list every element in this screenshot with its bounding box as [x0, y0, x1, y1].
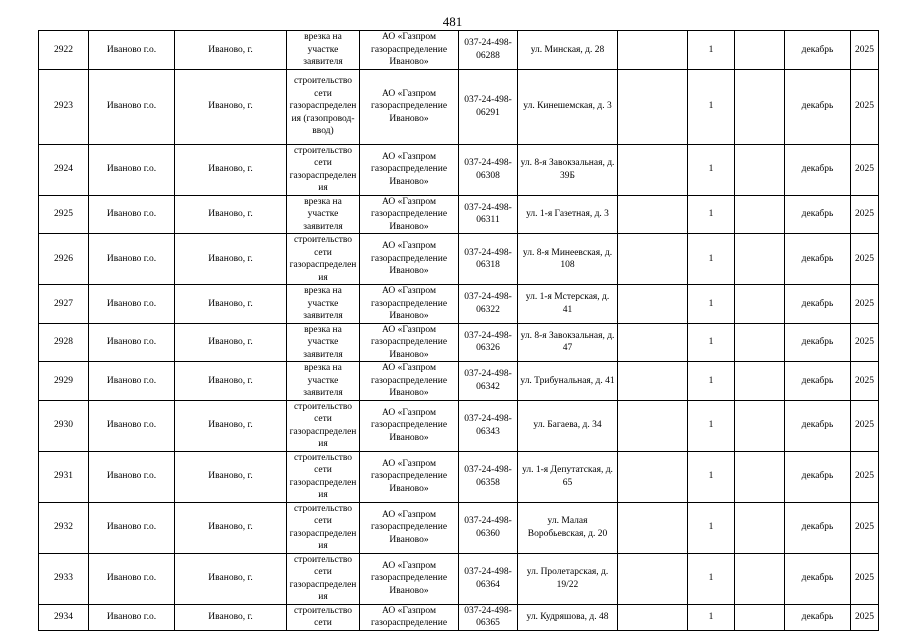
empty-cell: [735, 553, 785, 604]
application-code-cell: 037-24-498-06326: [459, 323, 518, 362]
empty-cell: [618, 144, 688, 195]
organization-cell: АО «Газпром газораспределение Иваново»: [360, 69, 459, 144]
year-cell: 2025: [851, 362, 879, 401]
application-code-cell: 037-24-498-06343: [459, 400, 518, 451]
empty-cell: [735, 502, 785, 553]
row-number-cell: 2930: [39, 400, 89, 451]
quantity-cell: 1: [688, 362, 735, 401]
year-cell: 2025: [851, 234, 879, 285]
organization-cell: АО «Газпром газораспределение Иваново»: [360, 195, 459, 234]
table-row: [39, 69, 879, 144]
work-type-cell: врезка на участке заявителя: [287, 323, 360, 362]
month-cell: декабрь: [785, 234, 851, 285]
work-type-cell: врезка на участке заявителя: [287, 285, 360, 324]
empty-cell: [735, 31, 785, 70]
month-cell: декабрь: [785, 362, 851, 401]
district-cell: Иваново г.о.: [89, 553, 175, 604]
quantity-cell: 1: [688, 285, 735, 324]
year-cell: 2025: [851, 285, 879, 324]
work-type-cell: строительство сети газораспределения: [287, 553, 360, 604]
locality-cell: Иваново, г.: [175, 362, 287, 401]
district-cell: Иваново г.о.: [89, 195, 175, 234]
work-type-cell: врезка на участке заявителя: [287, 195, 360, 234]
address-cell: ул. 1-я Мстерская, д. 41: [518, 285, 618, 324]
empty-cell: [618, 285, 688, 324]
month-cell: декабрь: [785, 69, 851, 144]
empty-cell: [618, 31, 688, 70]
work-type-cell: строительство сети: [287, 604, 360, 630]
empty-cell: [735, 144, 785, 195]
address-cell: ул. Кудряшова, д. 48: [518, 604, 618, 630]
locality-cell: Иваново, г.: [175, 451, 287, 502]
district-cell: Иваново г.о.: [89, 144, 175, 195]
year-cell: 2025: [851, 451, 879, 502]
month-cell: декабрь: [785, 451, 851, 502]
organization-cell: АО «Газпром газораспределение: [360, 604, 459, 630]
table-row: [39, 400, 879, 451]
quantity-cell: 1: [688, 451, 735, 502]
work-type-cell: врезка на участке заявителя: [287, 31, 360, 70]
row-number-cell: 2926: [39, 234, 89, 285]
application-code-cell: 037-24-498-06360: [459, 502, 518, 553]
year-cell: 2025: [851, 553, 879, 604]
empty-cell: [618, 323, 688, 362]
address-cell: ул. 8-я Минеевская, д. 108: [518, 234, 618, 285]
table-row: [39, 362, 879, 401]
address-cell: ул. 1-я Депутатская, д. 65: [518, 451, 618, 502]
locality-cell: Иваново, г.: [175, 502, 287, 553]
work-type-cell: строительство сети газораспределения: [287, 400, 360, 451]
district-cell: Иваново г.о.: [89, 502, 175, 553]
gas-connection-table: [38, 30, 879, 631]
year-cell: 2025: [851, 31, 879, 70]
year-cell: 2025: [851, 195, 879, 234]
application-code-cell: 037-24-498-06322: [459, 285, 518, 324]
district-cell: Иваново г.о.: [89, 604, 175, 630]
empty-cell: [618, 451, 688, 502]
district-cell: Иваново г.о.: [89, 69, 175, 144]
district-cell: Иваново г.о.: [89, 31, 175, 70]
row-number-cell: 2925: [39, 195, 89, 234]
organization-cell: АО «Газпром газораспределение Иваново»: [360, 400, 459, 451]
quantity-cell: 1: [688, 323, 735, 362]
work-type-cell: строительство сети газораспределения: [287, 234, 360, 285]
quantity-cell: 1: [688, 502, 735, 553]
application-code-cell: 037-24-498-06358: [459, 451, 518, 502]
year-cell: 2025: [851, 502, 879, 553]
table-row: [39, 604, 879, 630]
empty-cell: [735, 195, 785, 234]
table-row: [39, 502, 879, 553]
work-type-cell: строительство сети газораспределения: [287, 144, 360, 195]
application-code-cell: 037-24-498-06288: [459, 31, 518, 70]
locality-cell: Иваново, г.: [175, 144, 287, 195]
empty-cell: [735, 362, 785, 401]
locality-cell: Иваново, г.: [175, 553, 287, 604]
empty-cell: [735, 285, 785, 324]
row-number-cell: 2924: [39, 144, 89, 195]
district-cell: Иваново г.о.: [89, 285, 175, 324]
empty-cell: [735, 604, 785, 630]
work-type-cell: врезка на участке заявителя: [287, 362, 360, 401]
organization-cell: АО «Газпром газораспределение Иваново»: [360, 362, 459, 401]
row-number-cell: 2931: [39, 451, 89, 502]
empty-cell: [618, 502, 688, 553]
address-cell: ул. 8-я Завокзальная, д. 39Б: [518, 144, 618, 195]
empty-cell: [618, 400, 688, 451]
table-row: [39, 195, 879, 234]
empty-cell: [735, 323, 785, 362]
table-row: [39, 323, 879, 362]
table-row: [39, 234, 879, 285]
locality-cell: Иваново, г.: [175, 323, 287, 362]
month-cell: декабрь: [785, 31, 851, 70]
address-cell: ул. Трибунальная, д. 41: [518, 362, 618, 401]
work-type-cell: строительство сети газораспределения: [287, 502, 360, 553]
quantity-cell: 1: [688, 195, 735, 234]
empty-cell: [735, 451, 785, 502]
locality-cell: Иваново, г.: [175, 195, 287, 234]
application-code-cell: 037-24-498-06342: [459, 362, 518, 401]
empty-cell: [735, 69, 785, 144]
row-number-cell: 2933: [39, 553, 89, 604]
organization-cell: АО «Газпром газораспределение Иваново»: [360, 31, 459, 70]
locality-cell: Иваново, г.: [175, 604, 287, 630]
application-code-cell: 037-24-498-06291: [459, 69, 518, 144]
quantity-cell: 1: [688, 144, 735, 195]
year-cell: 2025: [851, 323, 879, 362]
organization-cell: АО «Газпром газораспределение Иваново»: [360, 451, 459, 502]
empty-cell: [618, 69, 688, 144]
locality-cell: Иваново, г.: [175, 69, 287, 144]
address-cell: ул. Минская, д. 28: [518, 31, 618, 70]
year-cell: 2025: [851, 604, 879, 630]
application-code-cell: 037-24-498-06318: [459, 234, 518, 285]
application-code-cell: 037-24-498-06311: [459, 195, 518, 234]
empty-cell: [618, 195, 688, 234]
organization-cell: АО «Газпром газораспределение Иваново»: [360, 323, 459, 362]
row-number-cell: 2934: [39, 604, 89, 630]
district-cell: Иваново г.о.: [89, 400, 175, 451]
month-cell: декабрь: [785, 502, 851, 553]
row-number-cell: 2929: [39, 362, 89, 401]
row-number-cell: 2922: [39, 31, 89, 70]
organization-cell: АО «Газпром газораспределение Иваново»: [360, 234, 459, 285]
district-cell: Иваново г.о.: [89, 234, 175, 285]
application-code-cell: 037-24-498-06364: [459, 553, 518, 604]
quantity-cell: 1: [688, 604, 735, 630]
row-number-cell: 2923: [39, 69, 89, 144]
month-cell: декабрь: [785, 195, 851, 234]
month-cell: декабрь: [785, 323, 851, 362]
quantity-cell: 1: [688, 69, 735, 144]
row-number-cell: 2932: [39, 502, 89, 553]
quantity-cell: 1: [688, 400, 735, 451]
year-cell: 2025: [851, 69, 879, 144]
year-cell: 2025: [851, 400, 879, 451]
locality-cell: Иваново, г.: [175, 31, 287, 70]
quantity-cell: 1: [688, 234, 735, 285]
page-number: 481: [442, 14, 463, 29]
table-row: [39, 553, 879, 604]
table-row: [39, 144, 879, 195]
month-cell: декабрь: [785, 553, 851, 604]
year-cell: 2025: [851, 144, 879, 195]
work-type-cell: строительство сети газораспределения: [287, 451, 360, 502]
locality-cell: Иваново, г.: [175, 400, 287, 451]
month-cell: декабрь: [785, 604, 851, 630]
address-cell: ул. Пролетарская, д. 19/22: [518, 553, 618, 604]
row-number-cell: 2927: [39, 285, 89, 324]
quantity-cell: 1: [688, 31, 735, 70]
empty-cell: [735, 400, 785, 451]
organization-cell: АО «Газпром газораспределение Иваново»: [360, 502, 459, 553]
application-code-cell: 037-24-498-06308: [459, 144, 518, 195]
empty-cell: [735, 234, 785, 285]
address-cell: ул. Малая Воробьевская, д. 20: [518, 502, 618, 553]
district-cell: Иваново г.о.: [89, 323, 175, 362]
table-row: [39, 31, 879, 70]
address-cell: ул. Кинешемская, д. 3: [518, 69, 618, 144]
empty-cell: [618, 362, 688, 401]
district-cell: Иваново г.о.: [89, 451, 175, 502]
table-row: [39, 285, 879, 324]
address-cell: ул. 8-я Завокзальная, д. 47: [518, 323, 618, 362]
work-type-cell: строительство сети газораспределения (газопровод-ввод): [287, 69, 360, 144]
month-cell: декабрь: [785, 144, 851, 195]
organization-cell: АО «Газпром газораспределение Иваново»: [360, 285, 459, 324]
row-number-cell: 2928: [39, 323, 89, 362]
locality-cell: Иваново, г.: [175, 285, 287, 324]
district-cell: Иваново г.о.: [89, 362, 175, 401]
organization-cell: АО «Газпром газораспределение Иваново»: [360, 144, 459, 195]
month-cell: декабрь: [785, 285, 851, 324]
table-row: [39, 451, 879, 502]
address-cell: ул. 1-я Газетная, д. 3: [518, 195, 618, 234]
application-code-cell: 037-24-498-06365: [459, 604, 518, 630]
empty-cell: [618, 234, 688, 285]
organization-cell: АО «Газпром газораспределение Иваново»: [360, 553, 459, 604]
address-cell: ул. Багаева, д. 34: [518, 400, 618, 451]
quantity-cell: 1: [688, 553, 735, 604]
empty-cell: [618, 604, 688, 630]
empty-cell: [618, 553, 688, 604]
locality-cell: Иваново, г.: [175, 234, 287, 285]
month-cell: декабрь: [785, 400, 851, 451]
